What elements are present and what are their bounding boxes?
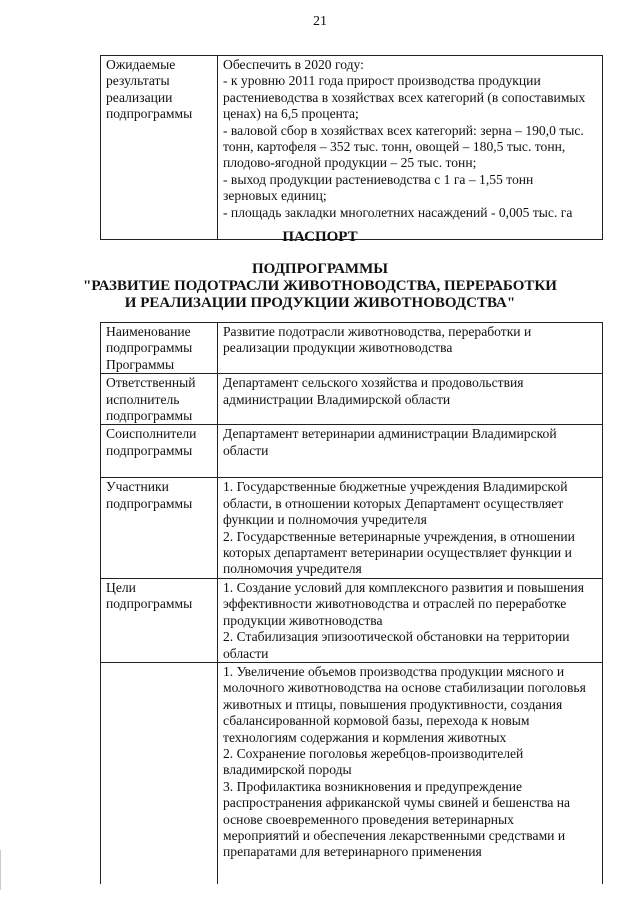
row-label-line: исполнитель (106, 391, 180, 407)
scan-margin-mark (0, 850, 1, 890)
row-label-line: Цели (106, 579, 136, 595)
content-line: сбалансированной кормовой базы, перехода к новым (223, 713, 530, 729)
document-title: ПАСПОРТ (282, 229, 358, 245)
content-line: ценах) на 6,5 процента; (223, 106, 359, 122)
content-line: 1. Создание условий для комплексного развития и повышения (223, 579, 584, 595)
content-line: Обеспечить в 2020 году: (223, 57, 364, 72)
row-content-cell (218, 323, 603, 374)
content-line: - валовой сбор в хозяйствах всех категорий: зерна – 190,0 тыс. (223, 122, 584, 138)
content-line: Департамент сельского хозяйства и продовольствия (223, 375, 524, 391)
content-line: реализации продукции животноводства (223, 340, 453, 356)
row-content-cell (218, 662, 603, 884)
content-line: области (223, 442, 269, 458)
content-line: 1. Государственные бюджетные учреждения Владимирской (223, 479, 568, 495)
passport-table (100, 322, 603, 884)
row-content-cell (218, 56, 603, 240)
subheading-line: "РАЗВИТИЕ ПОДОТРАСЛИ ЖИВОТНОВОДСТВА, ПЕРЕРАБОТКИ (83, 278, 557, 294)
content-line: области (223, 645, 269, 661)
content-line: - площадь закладки многолетних насаждений - 0,005 тыс. га (223, 204, 573, 220)
row-label-cell (101, 425, 218, 478)
row-label-line: Наименование (106, 324, 191, 339)
row-content-cell (218, 425, 603, 478)
row-label-cell (101, 56, 218, 240)
row-label-line: подпрограммы (106, 495, 193, 511)
content-line: - выход продукции растениеводства с 1 га – 1,55 тонн (223, 171, 534, 187)
content-line: препаратами для ветеринарного применения (223, 844, 482, 860)
page-number: 21 (313, 14, 327, 29)
content-line: мероприятий и обеспечения лекарственными средствами и (223, 827, 566, 843)
row-label-cell (101, 662, 218, 884)
row-label-line: Соисполнители (106, 426, 197, 442)
content-line: Департамент ветеринарии администрации Владимирской (223, 426, 557, 442)
table-row (101, 56, 603, 240)
content-line: плодово-ягодной продукции – 25 тыс. тонн; (223, 155, 477, 171)
content-line: эффективности животноводства и отраслей по переработке (223, 596, 567, 612)
results-table (100, 55, 603, 240)
subheading-line: И РЕАЛИЗАЦИИ ПРОДУКЦИИ ЖИВОТНОВОДСТВА" (124, 295, 516, 311)
content-line: 1. Увеличение объемов производства продукции мясного и (223, 663, 565, 679)
content-line: области, в отношении которых Департамент осуществляет (223, 495, 564, 511)
row-label-cell (101, 578, 218, 662)
content-line: - к уровню 2011 года прирост производства продукции (223, 73, 541, 89)
row-label-line: Ожидаемые (106, 57, 176, 72)
content-line: 2. Стабилизация эпизоотической обстановки на территории (223, 629, 570, 645)
row-content-cell (218, 374, 603, 425)
row-label-line: реализации (106, 89, 173, 105)
subheading-line: ПОДПРОГРАММЫ (252, 261, 388, 277)
content-line: полномочия учредителя (223, 561, 362, 577)
content-line: молочного животноводства на основе стабилизации поголовья (223, 680, 586, 696)
content-line: животных и птицы, повышения продуктивности, создания (223, 696, 563, 712)
content-line: 3. Профилактика возникновения и предупреждение (223, 778, 523, 794)
row-label-line: Участники (106, 479, 169, 495)
content-line: зерновых единиц; (223, 188, 327, 204)
table-row (101, 662, 603, 884)
content-line: продукции животноводства (223, 612, 383, 628)
content-line: которых департамент ветеринарии осуществляет функции и (223, 545, 572, 561)
content-line: владимирской породы (223, 762, 352, 778)
content-line: функции и полномочия учредителя (223, 512, 427, 528)
content-line: Развитие подотрасли животноводства, переработки и (223, 324, 532, 339)
row-label-line: подпрограммы (106, 442, 193, 458)
row-label-line: подпрограммы (106, 340, 193, 356)
content-line: 2. Государственные ветеринарные учреждения, в отношении (223, 528, 575, 544)
table-row (101, 478, 603, 578)
content-line: технологиям содержания и кормления животных (223, 729, 507, 745)
row-label-cell (101, 374, 218, 425)
row-label-cell (101, 323, 218, 374)
table-row (101, 578, 603, 662)
row-label-line: подпрограммы (106, 408, 193, 424)
row-label-line: Программы (106, 356, 175, 372)
content-line: основе своевременного проведения ветеринарных (223, 811, 514, 827)
row-label-line: Ответственный (106, 375, 196, 391)
table-row (101, 425, 603, 478)
content-line: растениеводства в хозяйствах всех категорий (в сопоставимых (223, 89, 586, 105)
row-label-line: подпрограммы (106, 596, 193, 612)
table-row (101, 323, 603, 374)
row-label-cell (101, 478, 218, 578)
content-line: 2. Сохранение поголовья жеребцов-производителей (223, 745, 524, 761)
row-content-cell (218, 578, 603, 662)
content-line: администрации Владимирской области (223, 391, 451, 407)
table-row (101, 374, 603, 425)
content-line: тонн, картофеля – 352 тыс. тонн, овощей – 180,5 тыс. тонн, (223, 139, 566, 155)
row-label-line: подпрограммы (106, 106, 193, 122)
row-content-cell (218, 478, 603, 578)
content-line: распространения африканской чумы свиней и бешенства на (223, 795, 571, 811)
row-label-line: результаты (106, 73, 170, 89)
